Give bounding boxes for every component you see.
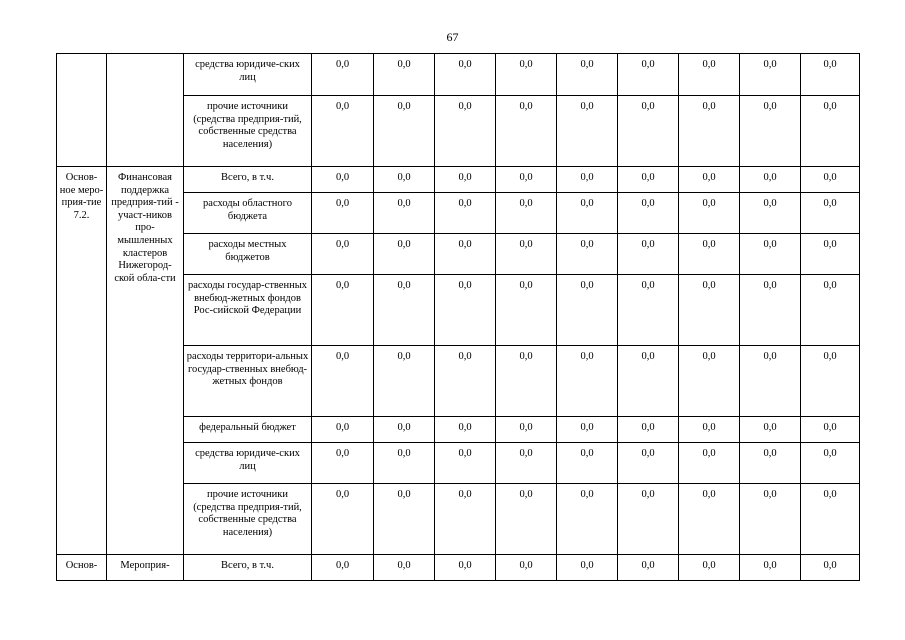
funding-source-cell: прочие источники (средства предприя-тий, собственные средства населения): [184, 484, 312, 555]
value-cell: 0,0: [374, 484, 435, 555]
value-cell: 0,0: [740, 417, 801, 443]
activity-code-cell: Основ-: [57, 555, 107, 581]
value-cell: 0,0: [435, 193, 496, 234]
value-cell: 0,0: [496, 96, 557, 167]
value-cell: 0,0: [618, 96, 679, 167]
value-cell: 0,0: [312, 193, 374, 234]
funding-source-cell: расходы областного бюджета: [184, 193, 312, 234]
value-cell: 0,0: [496, 54, 557, 96]
value-cell: 0,0: [557, 346, 618, 417]
value-cell: 0,0: [557, 54, 618, 96]
value-cell: 0,0: [557, 555, 618, 581]
activity-code-cell: Основ-ное меро-прия-тие 7.2.: [57, 167, 107, 555]
table-row: [57, 555, 860, 581]
value-cell: 0,0: [374, 346, 435, 417]
activity-name-cell: Мероприя-: [107, 555, 184, 581]
table-row: [57, 167, 860, 193]
value-cell: 0,0: [312, 346, 374, 417]
value-cell: 0,0: [618, 484, 679, 555]
value-cell: 0,0: [618, 275, 679, 346]
value-cell: 0,0: [435, 275, 496, 346]
value-cell: 0,0: [679, 234, 740, 275]
value-cell: 0,0: [679, 443, 740, 484]
value-cell: 0,0: [496, 417, 557, 443]
value-cell: 0,0: [435, 484, 496, 555]
value-cell: 0,0: [740, 234, 801, 275]
value-cell: 0,0: [801, 54, 860, 96]
value-cell: 0,0: [374, 555, 435, 581]
value-cell: 0,0: [679, 96, 740, 167]
value-cell: 0,0: [801, 96, 860, 167]
value-cell: 0,0: [312, 443, 374, 484]
value-cell: 0,0: [679, 193, 740, 234]
funding-source-cell: Всего, в т.ч.: [184, 555, 312, 581]
value-cell: 0,0: [496, 443, 557, 484]
value-cell: 0,0: [740, 54, 801, 96]
value-cell: 0,0: [801, 193, 860, 234]
value-cell: 0,0: [312, 167, 374, 193]
value-cell: 0,0: [801, 346, 860, 417]
value-cell: 0,0: [312, 555, 374, 581]
value-cell: 0,0: [618, 417, 679, 443]
budget-table: [56, 53, 860, 581]
value-cell: 0,0: [679, 54, 740, 96]
value-cell: 0,0: [679, 555, 740, 581]
value-cell: 0,0: [740, 96, 801, 167]
value-cell: 0,0: [801, 167, 860, 193]
funding-source-cell: расходы местных бюджетов: [184, 234, 312, 275]
table-body: [57, 54, 860, 581]
value-cell: 0,0: [435, 443, 496, 484]
value-cell: 0,0: [618, 234, 679, 275]
funding-source-cell: прочие источники (средства предприя-тий, собственные средства населения): [184, 96, 312, 167]
value-cell: 0,0: [618, 193, 679, 234]
funding-source-cell: федеральный бюджет: [184, 417, 312, 443]
value-cell: 0,0: [496, 555, 557, 581]
value-cell: 0,0: [374, 54, 435, 96]
value-cell: 0,0: [618, 443, 679, 484]
value-cell: 0,0: [557, 417, 618, 443]
value-cell: 0,0: [435, 417, 496, 443]
value-cell: 0,0: [496, 346, 557, 417]
value-cell: 0,0: [740, 167, 801, 193]
value-cell: 0,0: [435, 346, 496, 417]
value-cell: 0,0: [740, 484, 801, 555]
value-cell: 0,0: [374, 96, 435, 167]
activity-code-cell: [57, 54, 107, 167]
value-cell: 0,0: [557, 167, 618, 193]
value-cell: 0,0: [312, 275, 374, 346]
value-cell: 0,0: [801, 555, 860, 581]
funding-source-cell: средства юридиче-ских лиц: [184, 54, 312, 96]
value-cell: 0,0: [618, 54, 679, 96]
value-cell: 0,0: [496, 193, 557, 234]
value-cell: 0,0: [740, 346, 801, 417]
value-cell: 0,0: [679, 346, 740, 417]
value-cell: 0,0: [679, 484, 740, 555]
value-cell: 0,0: [435, 96, 496, 167]
value-cell: 0,0: [557, 96, 618, 167]
funding-source-cell: средства юридиче-ских лиц: [184, 443, 312, 484]
value-cell: 0,0: [679, 275, 740, 346]
value-cell: 0,0: [740, 275, 801, 346]
funding-source-cell: расходы государ-ственных внебюд-жетных фондов Рос-сийской Федерации: [184, 275, 312, 346]
value-cell: 0,0: [374, 443, 435, 484]
value-cell: 0,0: [740, 443, 801, 484]
value-cell: 0,0: [312, 417, 374, 443]
value-cell: 0,0: [679, 167, 740, 193]
value-cell: 0,0: [801, 275, 860, 346]
activity-name-cell: Финансовая поддержка предприя-тий - участ-ников про-мышленных кластеров Нижегород-ской обла-сти: [107, 167, 184, 555]
value-cell: 0,0: [435, 167, 496, 193]
table-row: [57, 54, 860, 96]
value-cell: 0,0: [801, 484, 860, 555]
funding-source-cell: расходы территори-альных государ-ственных внебюд-жетных фондов: [184, 346, 312, 417]
value-cell: 0,0: [496, 275, 557, 346]
value-cell: 0,0: [496, 167, 557, 193]
value-cell: 0,0: [496, 484, 557, 555]
value-cell: 0,0: [740, 193, 801, 234]
funding-source-cell: Всего, в т.ч.: [184, 167, 312, 193]
value-cell: 0,0: [435, 54, 496, 96]
value-cell: 0,0: [557, 275, 618, 346]
value-cell: 0,0: [618, 555, 679, 581]
value-cell: 0,0: [801, 417, 860, 443]
value-cell: 0,0: [312, 484, 374, 555]
value-cell: 0,0: [557, 443, 618, 484]
value-cell: 0,0: [312, 234, 374, 275]
value-cell: 0,0: [801, 443, 860, 484]
value-cell: 0,0: [557, 193, 618, 234]
value-cell: 0,0: [618, 167, 679, 193]
value-cell: 0,0: [496, 234, 557, 275]
value-cell: 0,0: [435, 234, 496, 275]
value-cell: 0,0: [435, 555, 496, 581]
value-cell: 0,0: [679, 417, 740, 443]
value-cell: 0,0: [618, 346, 679, 417]
value-cell: 0,0: [557, 234, 618, 275]
value-cell: 0,0: [557, 484, 618, 555]
value-cell: 0,0: [374, 193, 435, 234]
value-cell: 0,0: [312, 96, 374, 167]
value-cell: 0,0: [801, 234, 860, 275]
value-cell: 0,0: [740, 555, 801, 581]
value-cell: 0,0: [374, 234, 435, 275]
activity-name-cell: [107, 54, 184, 167]
value-cell: 0,0: [374, 417, 435, 443]
page-number: 67: [446, 30, 459, 44]
value-cell: 0,0: [374, 167, 435, 193]
value-cell: 0,0: [374, 275, 435, 346]
value-cell: 0,0: [312, 54, 374, 96]
